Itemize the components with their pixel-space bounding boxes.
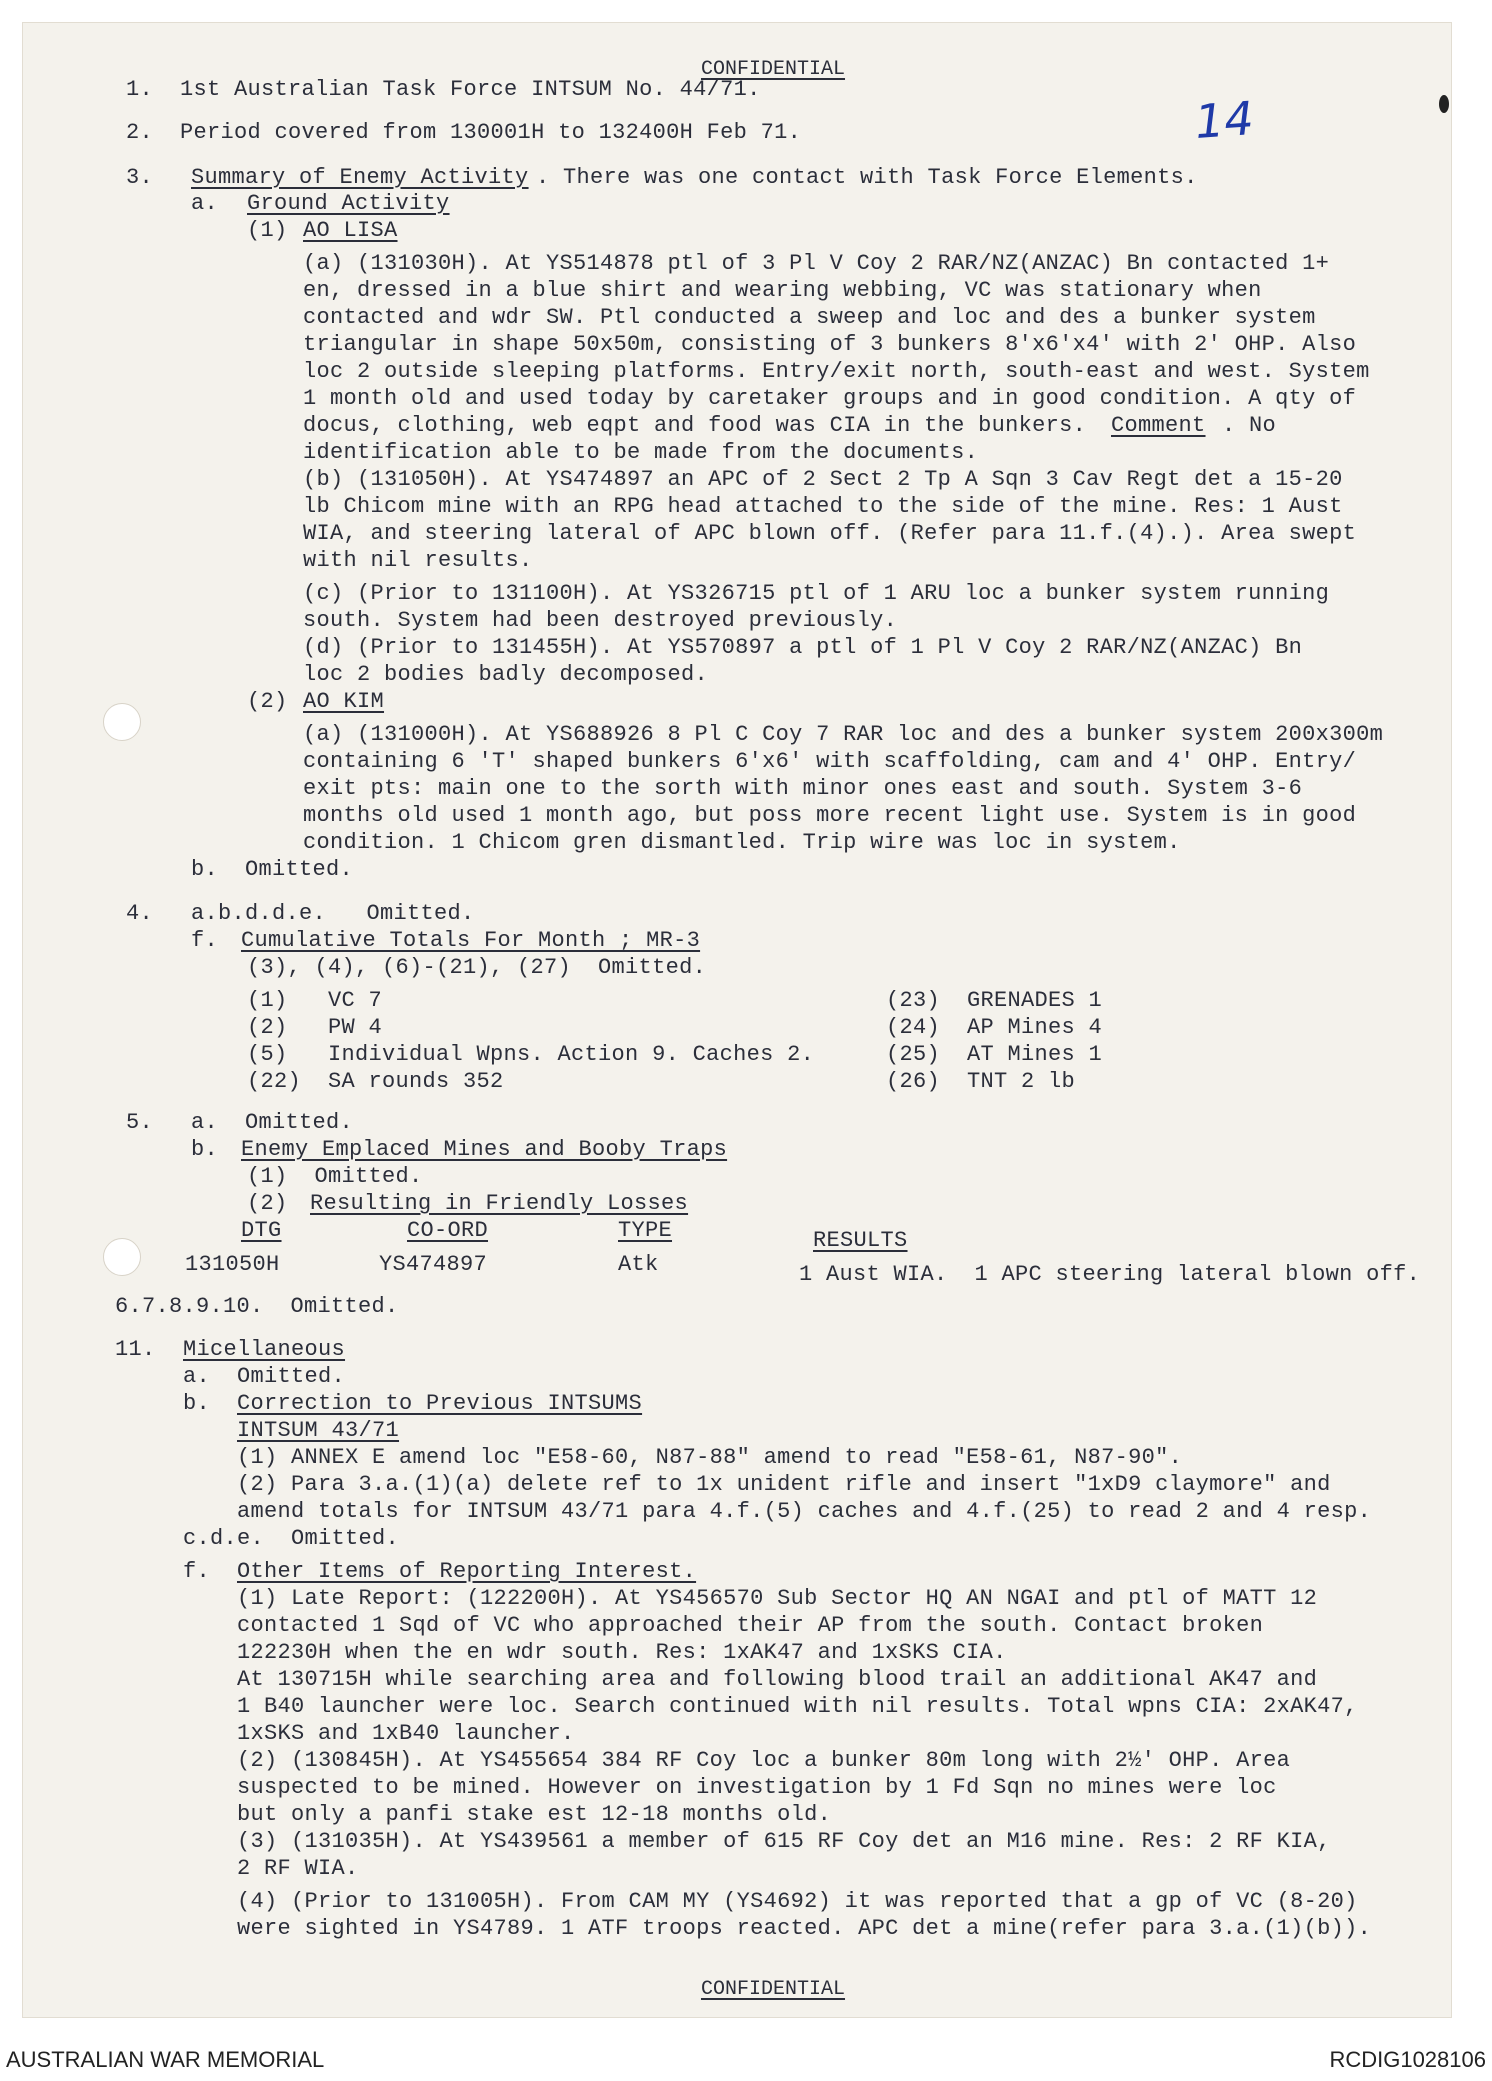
text-line: (2) PW 4 (247, 1015, 383, 1040)
text-line: containing 6 'T' shaped bunkers 6'x6' with scaffolding, cam and 4' OHP. Entry/ (303, 749, 1357, 774)
text-line: (5) Individual Wpns. Action 9. Caches 2. (247, 1042, 815, 1067)
text-line: (3) (131035H). At YS439561 a member of 615 RF Coy det an M16 mine. Res: 2 RF KIA, (237, 1829, 1331, 1854)
text-line: (d) (Prior to 131455H). At YS570897 a ptl of 1 Pl V Coy 2 RAR/NZ(ANZAC) Bn (303, 635, 1303, 660)
text-line: b. (191, 1137, 246, 1162)
text-line: a. (191, 191, 219, 216)
text-line: 1xSKS and 1xB40 launcher. (237, 1721, 575, 1746)
heading-text: Enemy Emplaced Mines and Booby Traps (241, 1137, 728, 1162)
text-line: triangular in shape 50x50m, consisting of 3 bunkers 8'x6'x4' with 2' OHP. Also (303, 332, 1357, 357)
punch-hole-upper (103, 703, 141, 741)
text-line: 1 B40 launcher were loc. Search continued with nil results. Total wpns CIA: 2xAK47, (237, 1694, 1358, 1719)
document-page (22, 22, 1452, 2018)
text-line: months old used 1 month ago, but poss more recent light use. System is in good (303, 803, 1357, 828)
text-line: en, dressed in a blue shirt and wearing webbing, VC was stationary when (303, 278, 1262, 303)
classification-header: CONFIDENTIAL (700, 58, 846, 81)
footer-archive-name: AUSTRALIAN WAR MEMORIAL (6, 2047, 325, 2072)
text-line: lb Chicom mine with an RPG head attached to the side of the mine. Res: 1 Aust (303, 494, 1343, 519)
text-line: At 130715H while searching area and following blood trail an additional AK47 and (237, 1667, 1318, 1692)
text-line: were sighted in YS4789. 1 ATF troops reacted. APC det a mine(refer para 3.a.(1)(b)). (237, 1916, 1372, 1941)
text-line: (4) (Prior to 131005H). From CAM MY (YS4692) it was reported that a gp of VC (8-20) (237, 1889, 1358, 1914)
text-line: but only a panfi stake est 12-18 months old. (237, 1802, 832, 1827)
footer-record-id: RCDIG1028106 (1329, 2047, 1486, 2072)
text-line: south. System had been destroyed previously. (303, 608, 898, 633)
text-line: 131050H (185, 1252, 280, 1277)
text-line: b. Omitted. (191, 857, 354, 882)
classification-footer: CONFIDENTIAL (700, 1978, 846, 2001)
text-line: YS474897 (379, 1252, 488, 1277)
text-line: (2) (247, 689, 302, 714)
text-line: identification able to be made from the documents. (303, 440, 979, 465)
text-line: Atk (618, 1252, 659, 1277)
heading-text: CO-ORD (407, 1218, 489, 1243)
text-line: (2) (247, 1191, 315, 1216)
text-line: 1. 1st Australian Task Force INTSUM No. 44/71. (126, 77, 761, 102)
text-line: a. Omitted. (183, 1364, 346, 1389)
heading-text: Ground Activity (247, 191, 450, 216)
heading-text: TYPE (618, 1218, 673, 1243)
text-line: loc 2 outside sleeping platforms. Entry/exit north, south-east and west. System (303, 359, 1370, 384)
text-line: 2. Period covered from 130001H to 132400H Feb 71. (126, 120, 802, 145)
text-line: (2) (130845H). At YS455654 384 RF Coy loc a bunker 80m long with 2½' OHP. Area (237, 1748, 1291, 1773)
folio-number: 14 (1193, 91, 1256, 149)
text-line: (2) Para 3.a.(1)(a) delete ref to 1x unident rifle and insert "1xD9 claymore" and (237, 1472, 1331, 1497)
heading-text: RESULTS (813, 1228, 908, 1253)
text-line: suspected to be mined. However on investigation by 1 Fd Sqn no mines were loc (237, 1775, 1277, 1800)
heading-text: Comment (1111, 413, 1206, 438)
text-line: contacted 1 Sqd of VC who approached their AP from the south. Contact broken (237, 1613, 1264, 1638)
heading-text: AO LISA (303, 218, 398, 243)
text-line: 122230H when the en wdr south. Res: 1xAK47 and 1xSKS CIA. (237, 1640, 1007, 1665)
text-line: (22) SA rounds 352 (247, 1069, 504, 1094)
text-line: 5. (126, 1110, 154, 1135)
text-line: condition. 1 Chicom gren dismantled. Trip wire was loc in system. (303, 830, 1181, 855)
text-line: exit pts: main one to the sorth with minor ones east and south. System 3-6 (303, 776, 1303, 801)
text-line: f. (191, 928, 246, 953)
text-line: (25) AT Mines 1 (886, 1042, 1103, 1067)
text-line: (24) AP Mines 4 (886, 1015, 1103, 1040)
ink-mark (1439, 95, 1449, 113)
text-line: contacted and wdr SW. Ptl conducted a sweep and loc and des a bunker system (303, 305, 1316, 330)
text-line: amend totals for INTSUM 43/71 para 4.f.(5) caches and 4.f.(25) to read 2 and 4 resp. (237, 1499, 1372, 1524)
text-line: (1) ANNEX E amend loc "E58-60, N87-88" amend to read "E58-61, N87-90". (237, 1445, 1183, 1470)
text-line: (1) Omitted. (247, 1164, 423, 1189)
text-line: (3), (4), (6)-(21), (27) Omitted. (247, 955, 707, 980)
text-line: 1 month old and used today by caretaker groups and in good condition. A qty of (303, 386, 1357, 411)
text-line: (a) (131000H). At YS688926 8 Pl C Coy 7 RAR loc and des a bunker system 200x300m (303, 722, 1384, 747)
text-line: 6.7.8.9.10. Omitted. (115, 1294, 399, 1319)
text-line: b. (183, 1391, 238, 1416)
text-line: (1) VC 7 (247, 988, 383, 1013)
text-line: loc 2 bodies badly decomposed. (303, 662, 709, 687)
text-line: (c) (Prior to 131100H). At YS326715 ptl of 1 ARU loc a bunker system running (303, 581, 1330, 606)
punch-hole-lower (103, 1238, 141, 1276)
heading-text: Correction to Previous INTSUMS (237, 1391, 643, 1416)
text-line: 3. (126, 165, 181, 190)
text-line: . No (1222, 413, 1277, 438)
text-line: (23) GRENADES 1 (886, 988, 1103, 1013)
heading-text: Other Items of Reporting Interest. (237, 1559, 697, 1584)
text-line: c.d.e. Omitted. (183, 1526, 400, 1551)
text-line: (1) (247, 218, 302, 243)
text-line: . There was one contact with Task Force Elements. (536, 165, 1198, 190)
text-line: 11. (115, 1337, 183, 1362)
text-line: (b) (131050H). At YS474897 an APC of 2 Sect 2 Tp A Sqn 3 Cav Regt det a 15-20 (303, 467, 1343, 492)
text-line: 1 Aust WIA. 1 APC steering lateral blown off. (799, 1262, 1421, 1287)
text-line: a. Omitted. (191, 1110, 354, 1135)
text-line: 4. (126, 901, 154, 926)
text-line: a.b.d.d.e. Omitted. (191, 901, 475, 926)
text-line: docus, clothing, web eqpt and food was CIA in the bunkers. (303, 413, 1100, 438)
text-line: (26) TNT 2 lb (886, 1069, 1076, 1094)
text-line: 2 RF WIA. (237, 1856, 359, 1881)
text-line: with nil results. (303, 548, 533, 573)
heading-text: INTSUM 43/71 (237, 1418, 400, 1443)
text-line: (1) Late Report: (122200H). At YS456570 Sub Sector HQ AN NGAI and ptl of MATT 12 (237, 1586, 1318, 1611)
text-line: WIA, and steering lateral of APC blown off. (Refer para 11.f.(4).). Area swept (303, 521, 1357, 546)
text-line: f. (183, 1559, 238, 1584)
heading-text: AO KIM (303, 689, 385, 714)
heading-text: Resulting in Friendly Losses (310, 1191, 689, 1216)
heading-text: Micellaneous (183, 1337, 346, 1362)
heading-text: Summary of Enemy Activity (191, 165, 529, 190)
heading-text: Cumulative Totals For Month ; MR-3 (241, 928, 701, 953)
text-line: (a) (131030H). At YS514878 ptl of 3 Pl V Coy 2 RAR/NZ(ANZAC) Bn contacted 1+ (303, 251, 1330, 276)
heading-text: DTG (241, 1218, 282, 1243)
